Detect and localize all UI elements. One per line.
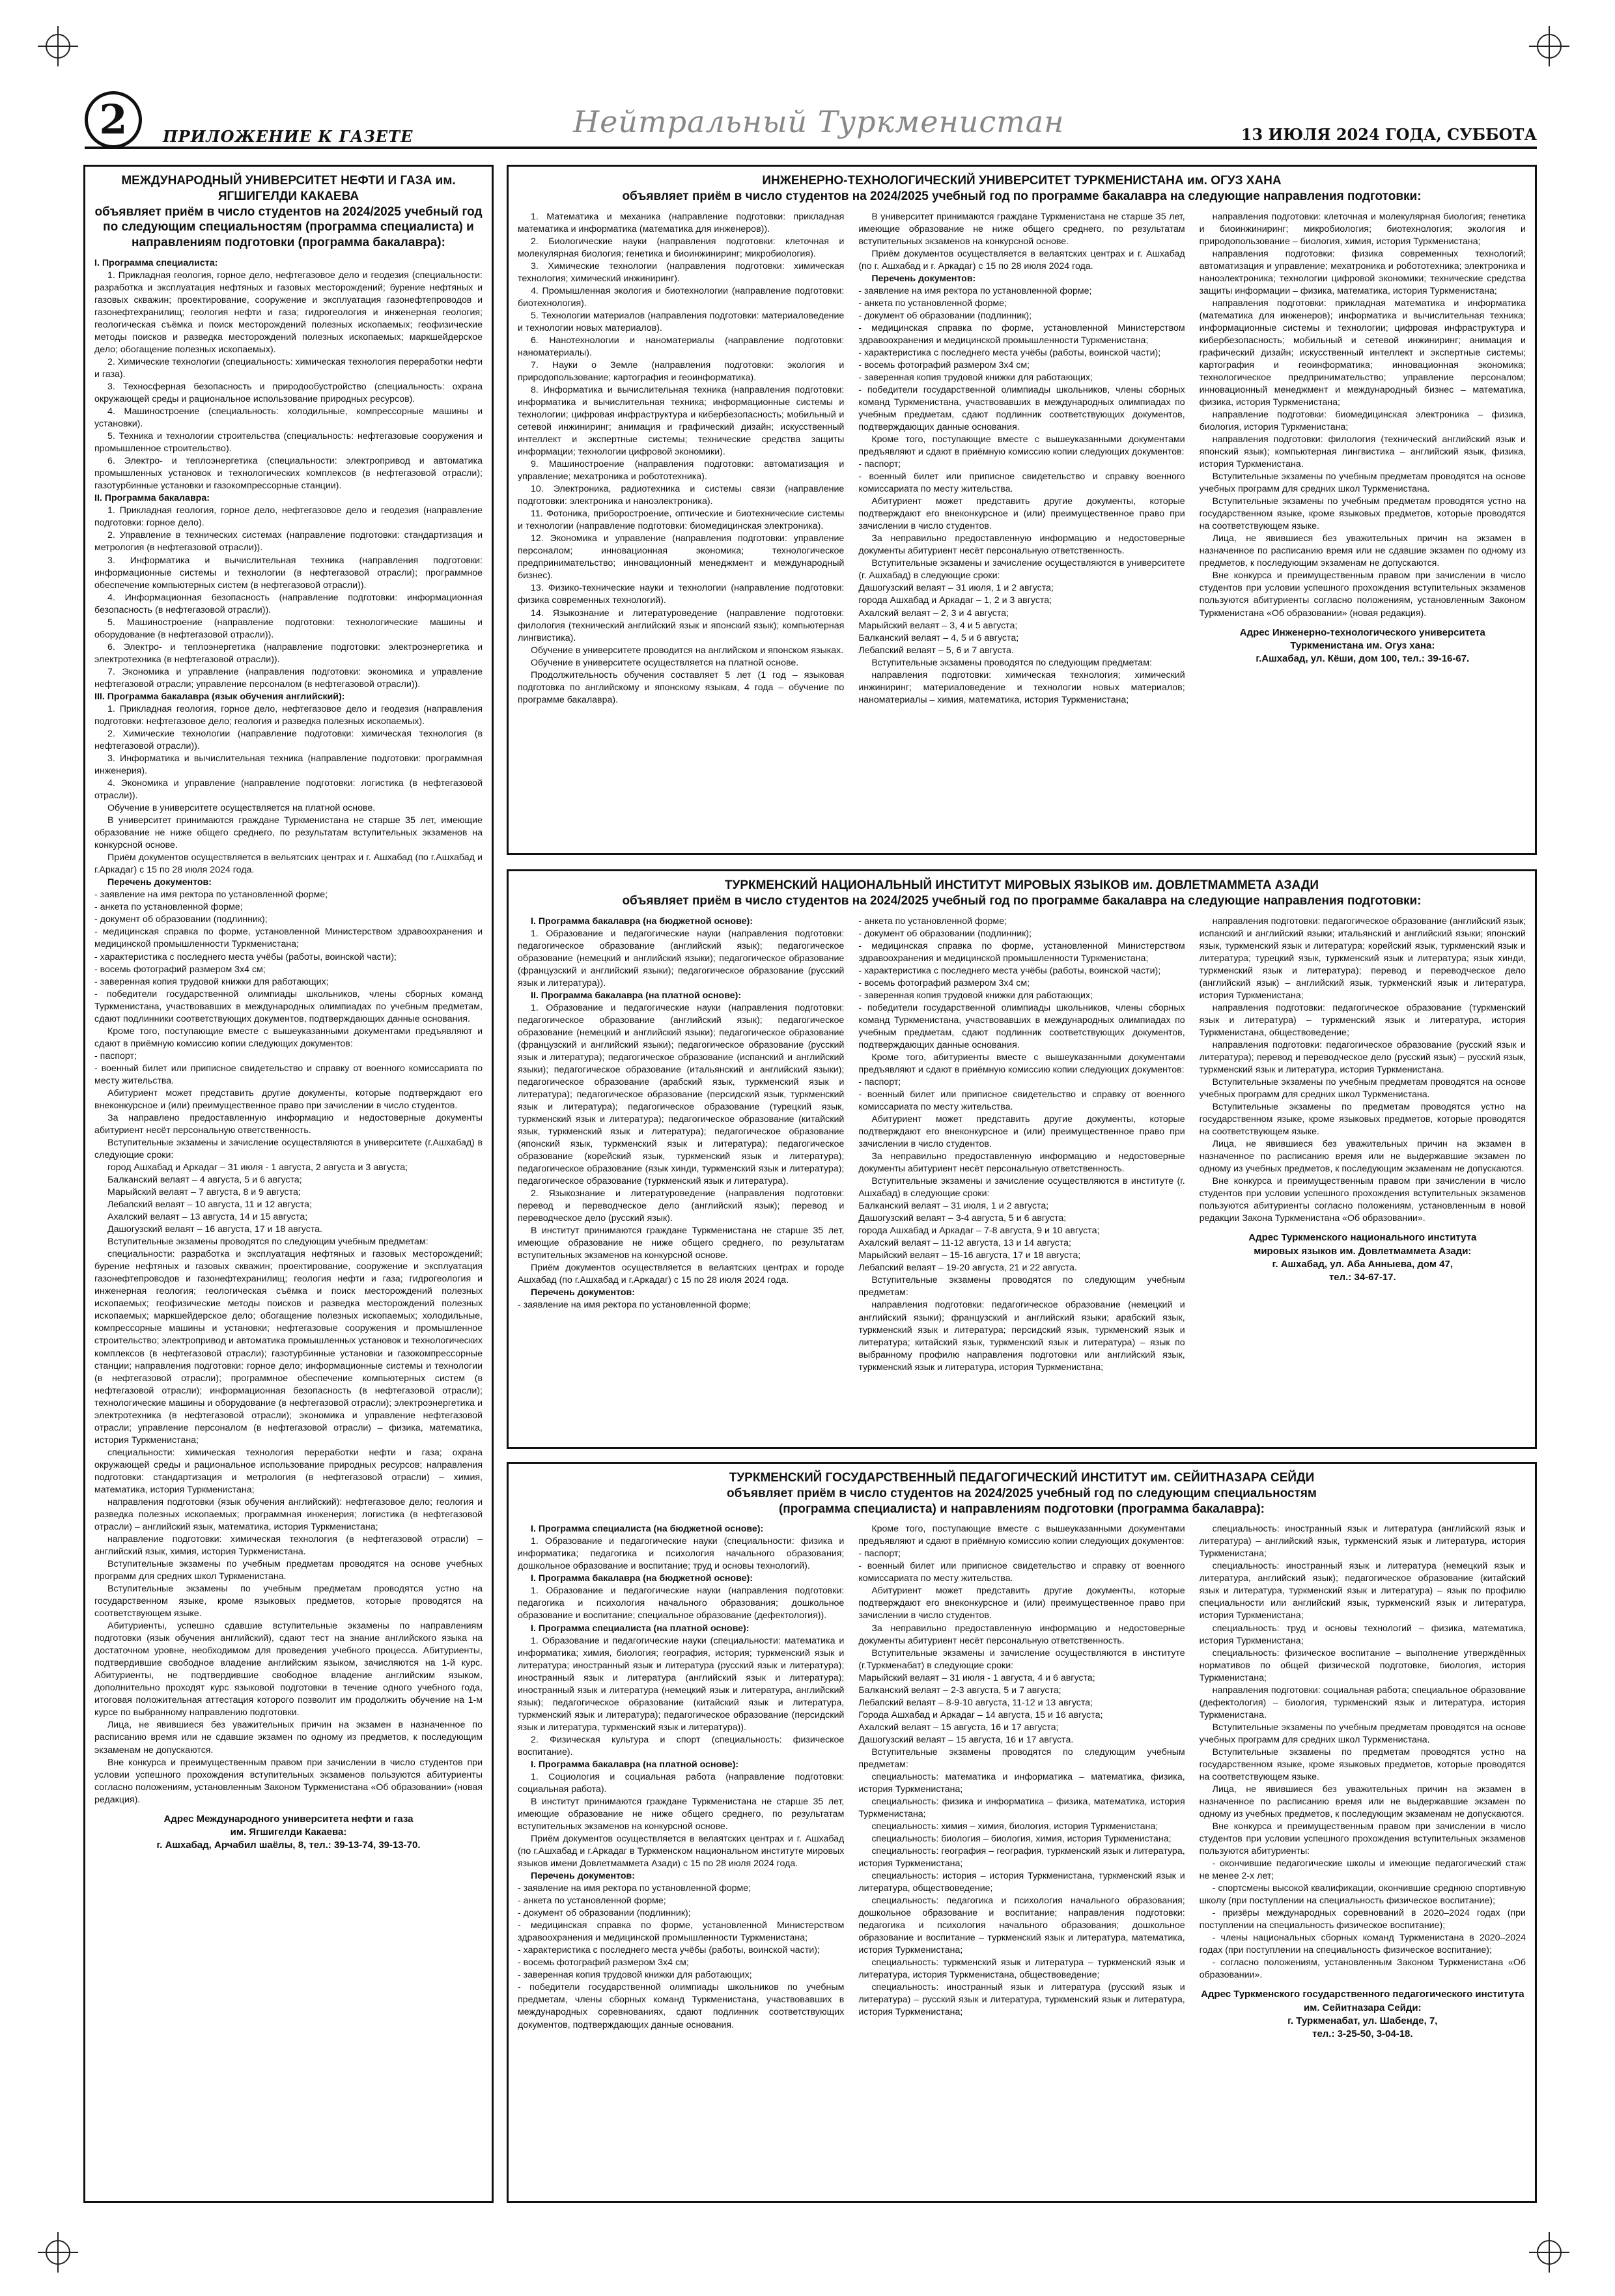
paragraph: - победители государственной олимпиады школьников, члены сборных команд Туркменистана, участвовавших в международных олимпиадах по учебным предметам, сдают подлинник соответствующих документов, подтверждающих данные основания. bbox=[858, 1002, 1185, 1050]
paragraph: - заявление на имя ректора по установленной форме; bbox=[518, 1883, 751, 1894]
paragraph: Приём документов осуществляется в велаятских центрах и городе Ашхабад (по г.Ашхабад и г.Аркадаг) с 15 по 28 июля 2024 года. bbox=[518, 1263, 845, 1286]
paragraph: Лица, не явившиеся без уважительных причин на экзамен в назначенное по расписанию время или не выдержавшие экзамен по одному из учебных предметов, к последующим экзаменам не допускаются. bbox=[1199, 1139, 1526, 1175]
paragraph: Балканский велаят – 31 июля, 1 и 2 августа; bbox=[858, 1201, 1049, 1212]
paragraph: Дашогузский велаят – 31 июля, 1 и 2 августа; bbox=[858, 583, 1054, 594]
paragraph: Лица, не явившиеся без уважительных причин на экзамен в назначенное по расписанию время или не выдержавшие экзамен по одному из учебных предметов, к последующим экзаменам не допускаются. bbox=[1199, 1784, 1526, 1819]
paragraph: - документ об образовании (подлинник); bbox=[858, 310, 1032, 321]
ad-subtitle: объявляет приём в число студентов на 2024/2025 учебный год по программе бакалавра на следующие направления подготовки: bbox=[622, 893, 1422, 908]
paragraph: За направлено предоставленную информацию и недостоверные документы абитуриент несёт персональную ответственность. bbox=[94, 1112, 483, 1136]
paragraph: Дашогузский велаят – 16 августа, 17 и 18 августа. bbox=[107, 1224, 322, 1235]
paragraph: - согласно положениям, установленным Законом Туркменистана «Об образовании». bbox=[1199, 1957, 1526, 1981]
paragraph: - заявление на имя ректора по установленной форме; bbox=[858, 285, 1092, 296]
paragraph: I. Программа бакалавра (на бюджетной основе): bbox=[531, 916, 753, 927]
paragraph: За неправильно предоставленную информацию и недостоверные документы абитуриент несёт персональную ответственность. bbox=[858, 1151, 1185, 1175]
paragraph: 6. Электро- и теплоэнергетика (специальности: электропривод и автоматика промышленных установок и технологических комплексов (в нефтегазовой отрасли); газотурбинные установки и газокомпрессорные станции). bbox=[94, 456, 483, 492]
paragraph: 4. Промышленная экология и биотехнологии (направление подготовки: биотехнология). bbox=[518, 285, 845, 309]
paragraph: города Ашхабад и Аркадаг – 1, 2 и 3 августа; bbox=[858, 595, 1052, 606]
paragraph: - победители государственной олимпиады школьников, члены сборных команд Туркменистана, участвовавших в международных олимпиадах по учебным предметам, сдают подлинники соответствующих документов, подтверждающих данные основания. bbox=[94, 988, 483, 1024]
paragraph: 13. Физико-технические науки и технологии (направление подготовки: физика современных технологий). bbox=[518, 583, 845, 606]
paragraph: направления подготовки: педагогическое образование (немецкий и английский языки); французский и английский языки; арабский язык, туркменский язык и литература; персидский язык, туркменский язык и литература; китайский язык, туркменский язык и литература) – язык по выбранному профилю направления подготовки или английский язык, туркменский язык и литература, история Туркменистана; bbox=[858, 1300, 1185, 1373]
paragraph: направления подготовки: прикладная математика и информатика (математика для инженеров); информатика и вычислительная техника; информационные системы и технологии; цифровая инфраструктура и кибербезопасность; мобильный и сетевой инжиниринг; анимация и графический дизайн; искусственный интеллект и экспертные системы; картография и геоинформатика; инновационная экономика; технологическое предпринимательство; управление персоналом; инновационный менеджмент и международный бизнес – математика, физика, история Туркменистана; bbox=[1199, 298, 1526, 408]
column-2 bbox=[858, 211, 1185, 707]
paragraph: 6. Нанотехнологии и наноматериалы (направление подготовки: наноматериалы). bbox=[518, 335, 845, 358]
paragraph: Перечень документов: bbox=[531, 1871, 635, 1882]
paragraph: Вступительные экзамены по учебным предметам проводятся на основе учебных программ для средних школ Туркменистана. bbox=[1199, 1076, 1526, 1100]
paragraph: город Ашхабад и Аркадаг – 31 июля - 1 августа, 2 августа и 3 августа; bbox=[107, 1162, 408, 1173]
paragraph: За неправильно предоставленную информацию и недостоверные документы абитуриент несёт персональную ответственность. bbox=[858, 533, 1185, 557]
paragraph: - восемь фотографий размером 3x4 см; bbox=[858, 359, 1030, 371]
paragraph: I. Программа специалиста (на платной основе): bbox=[531, 1623, 750, 1634]
paragraph: 7. Науки о Земле (направления подготовки: экология и природопользование; картография и геоинформатика). bbox=[518, 359, 845, 383]
ad-subtitle: объявляет приём в число студентов на 2024/2025 учебный год по программе бакалавра на следующие направления подготовки: bbox=[622, 189, 1422, 203]
paragraph: 1. Математика и механика (направление подготовки: прикладная математика и информатика (математика для инженеров)). bbox=[518, 211, 845, 234]
supplement-label: ПРИЛОЖЕНИЕ К ГАЗЕТЕ bbox=[163, 127, 414, 146]
paragraph: 2. Химические технологии (направление подготовки: химическая технология (в нефтегазовой отрасли)). bbox=[94, 728, 483, 751]
paragraph: направление подготовки: химическая технология (в нефтегазовой отрасли) – английский язык, химия, история Туркменистана. bbox=[94, 1533, 483, 1557]
paragraph: Кроме того, поступающие вместе с вышеуказанными документами предъявляют и сдают в приёмную комиссию копии следующих документов: bbox=[94, 1026, 483, 1049]
paragraph: В университет принимаются граждане Туркменистана не старше 35 лет, имеющие образование не ниже общего среднего, по результатам вступительных экзаменов на конкурсной основе. bbox=[94, 815, 483, 851]
paragraph: 1. Прикладная геология, горное дело, нефтегазовое дело и геодезия (направления подготовки: нефтегазовое дело; геология и разведка полезных ископаемых). bbox=[94, 703, 483, 727]
paragraph: Обучение в университете осуществляется на платной основе. bbox=[531, 657, 799, 668]
paragraph: - восемь фотографий размером 3x4 см; bbox=[94, 964, 266, 975]
address-block: Адрес Туркменского национального института мировых языков им. Довлетмаммета Азади: г. Ашхабад, ул. Аба Анныева, дом 47, тел.: 34-67-17. bbox=[1248, 1232, 1477, 1283]
paragraph: II. Программа бакалавра (на платной основе): bbox=[531, 990, 742, 1001]
paragraph: 5. Технологии материалов (направления подготовки: материаловедение и технологии новых материалов). bbox=[518, 310, 845, 333]
paragraph: Лица, не явившиеся без уважительных причин на экзамен в назначенное по расписанию время или не сдавшие экзамен по одному из предметов, к последующим экзаменам не допускаются. bbox=[94, 1720, 483, 1756]
paragraph: - характеристика с последнего места учёбы (работы, воинской части); bbox=[858, 347, 1161, 358]
paragraph: Вступительные экзамены по учебным предметам проводятся устно на государственном языке, кроме языковых предметов, которые проводятся на соответствующем языке. bbox=[1199, 496, 1526, 532]
paragraph: специальности: химическая технология переработки нефти и газа; охрана окружающей среды и рациональное использование природных ресурсов; направления подготовки: стандартизация и метрология (в нефтегазовой отрасли) – химия, математика, история Туркменистана; bbox=[94, 1447, 483, 1495]
paragraph: - паспорт; bbox=[858, 1548, 901, 1560]
paragraph: направления подготовки: педагогическое образование (туркменский язык и литература) – туркменский язык и литература, история Туркменистана, обществоведение; bbox=[1199, 1002, 1526, 1038]
paragraph: 6. Электро- и теплоэнергетика (направление подготовки: электроэнергетика и электротехника (в нефтегазовой отрасли)). bbox=[94, 641, 483, 665]
paragraph: Абитуриент может представить другие документы, которые подтверждают его внеконкурсное и (или) преимущественное право при зачислении в число студентов. bbox=[858, 1114, 1185, 1150]
paragraph: 1. Социология и социальная работа (направление подготовки: социальная работа). bbox=[518, 1771, 845, 1795]
paragraph: Города Ашхабад и Аркадаг – 14 августа, 15 и 16 августа; bbox=[858, 1709, 1103, 1720]
paragraph: 1. Прикладная геология, горное дело, нефтегазовое дело и геодезия (специальности: разработка и эксплуатация нефтяных и газовых месторождений; бурение нефтяных и газовых скважин; проектирование, сооружение и эксплуатация газонефтепроводов и газонефтехранилищ; геология нефти и газа; гидрогеология и инженерная геология; геологическая съёмка и поиск месторождений полезных ископаемых; геофизические методы поисков и разведка месторождений полезных ископаемых; маркшейдерское дело; обогащение полезных ископаемых). bbox=[94, 270, 483, 355]
paragraph: Вне конкурса и преимущественным правом при зачислении в число студентов при условии успешного прохождения вступительных экзаменов пользуются абитуриенты: bbox=[1199, 1821, 1526, 1857]
paragraph: Перечень документов: bbox=[531, 1287, 635, 1298]
paragraph: 10. Электроника, радиотехника и системы связи (направление подготовки: электроника и наноэлектроника). bbox=[518, 484, 845, 507]
paragraph: города Ашхабад и Аркадаг – 7-8 августа, 9 и 10 августа; bbox=[858, 1225, 1100, 1237]
paragraph: специальность: химия – химия, биология, история Туркменистана; bbox=[871, 1821, 1159, 1832]
paragraph: специальность: история – история Туркменистана, туркменский язык и литература, обществоведение; bbox=[858, 1871, 1185, 1894]
paragraph: специальность: труд и основы технологий – физика, математика, история Туркменистана; bbox=[1199, 1623, 1526, 1646]
paragraph: - паспорт; bbox=[858, 459, 901, 470]
column-1 bbox=[518, 1523, 844, 2041]
paragraph: Вне конкурса и преимущественным правом при зачислении в число студентов при условии успешного прохождения вступительных экзаменов пользуются абитуриенты согласно положениям, установленным Законом Туркменистана «Об образовании» (новая редакция). bbox=[1199, 570, 1526, 619]
paragraph: 4. Машиностроение (специальность: холодильные, компрессорные машины и установки). bbox=[94, 406, 483, 430]
ad-seydi-institute bbox=[507, 1462, 1537, 2203]
paragraph: 2. Языкознание и литературоведение (направления подготовки: перевод и переводческое дело (английский язык); перевод и переводческое дело (русский язык). bbox=[518, 1188, 845, 1224]
address-block: Адрес Международного университета нефти и газа им. Ягшигелди Какаева: г. Ашхабад, Арчабил шаёлы, 8, тел.: 39-13-74, 39-13-70. bbox=[156, 1813, 421, 1851]
paragraph: - заверенная копия трудовой книжки для работающих; bbox=[94, 976, 329, 987]
paragraph: - призёры международных соревнований в 2020–2024 годах (при поступлении на специальность физическое воспитание); bbox=[1199, 1908, 1526, 1931]
paragraph: Балканский велаят – 4 августа, 5 и 6 августа; bbox=[107, 1175, 302, 1186]
paragraph: В университет принимаются граждане Туркменистана не старше 35 лет, имеющие образование не ниже общего среднего, по результатам вступительных экзаменов на конкурсной основе. bbox=[858, 211, 1185, 247]
newspaper-title: Нейтральный Туркменистан bbox=[573, 104, 1065, 139]
paragraph: - характеристика с последнего места учёбы (работы, воинской части); bbox=[518, 1945, 820, 1956]
paragraph: - заверенная копия трудовой книжки для работающих; bbox=[518, 1970, 752, 1981]
paragraph: - документ об образовании (подлинник); bbox=[518, 1908, 691, 1919]
paragraph: Кроме того, поступающие вместе с вышеуказанными документами предъявляют и сдают в приёмную комиссию копии следующих документов: bbox=[858, 1524, 1185, 1547]
issue-date: 13 ИЮЛЯ 2024 ГОДА, СУББОТА bbox=[1241, 125, 1537, 144]
paragraph: Вступительные экзамены и зачисление осуществляются в университете (г. Ашхабад) в следующие сроки: bbox=[858, 558, 1185, 581]
paragraph: - восемь фотографий размером 3x4 см; bbox=[518, 1957, 689, 1968]
paragraph: специальность: биология – биология, химия, история Туркменистана; bbox=[871, 1834, 1172, 1845]
paragraph: I. Программа специалиста: bbox=[94, 257, 218, 268]
paragraph: - военный билет или приписное свидетельство и справку от военного комиссариата по месту жительства. bbox=[858, 1089, 1185, 1112]
paragraph: Вступительные экзамены проводятся по следующим учебным предметам: bbox=[107, 1237, 428, 1248]
ad-azadi-institute bbox=[507, 869, 1537, 1449]
paragraph: - восемь фотографий размером 3x4 см; bbox=[858, 977, 1030, 988]
paragraph: Приём документов осуществляется в вельятских центрах и г. Ашхабад (по г.Ашхабад и г.Аркадаг) с 15 по 28 июля 2024 года. bbox=[94, 852, 483, 876]
paragraph: Вступительные экзамены проводятся по следующим учебным предметам: bbox=[858, 1746, 1185, 1770]
paragraph: Вступительные экзамены и зачисление осуществляются в университете (г.Ашхабад) в следующие сроки: bbox=[94, 1137, 483, 1160]
paragraph: Вступительные экзамены по учебным предметам проводятся на основе учебных программ для средних школ Туркменистана. bbox=[1199, 1722, 1526, 1745]
paragraph: направления подготовки (язык обучения английский): нефтегазовое дело; геология и разведка полезных ископаемых; программная инженерия; логистика (в нефтегазовой отрасли) – английский язык, математика, история Туркменистана; bbox=[94, 1496, 483, 1532]
paragraph: Вступительные экзамены по предметам проводятся устно на государственном языке, кроме языковых предметов, которые проводятся на соответствующем языке. bbox=[1199, 1746, 1526, 1782]
paragraph: направления подготовки: физика современных технологий; автоматизация и управление; мехатроника и робототехника; электроника и наноэлектроника; технологии цифровой экономики; технические средства защиты информации – физика, математика, история Туркменистана; bbox=[1199, 248, 1526, 296]
paragraph: 5. Техника и технологии строительства (специальность: нефтегазовые сооружения и промышленное строительство). bbox=[94, 431, 483, 455]
paragraph: - заверенная копия трудовой книжки для работающих; bbox=[858, 990, 1093, 1001]
ad-title: МЕЖДУНАРОДНЫЙ УНИВЕРСИТЕТ НЕФТИ И ГАЗА им. ЯГШИГЕЛДИ КАКАЕВА объявляет приём в число студентов на 2024/2025 учебный год по следующим специальностям (программа специалиста) и направлениям подготовки (программа бакалавра): bbox=[94, 174, 483, 249]
paragraph: Дашогузский велаят – 15 августа, 16 и 17 августа. bbox=[858, 1734, 1074, 1745]
paragraph: специальность: физическое воспитание – выполнение утверждённых нормативов по общей физической подготовке, биология, история Туркменистана; bbox=[1199, 1647, 1526, 1683]
paragraph: Вступительные экзамены по предметам проводятся устно на государственном языке, кроме языковых предметов, которые проводятся на соответствующем языке. bbox=[1199, 1101, 1526, 1138]
paragraph: - паспорт; bbox=[94, 1050, 137, 1061]
paragraph: специальность: география – география, туркменский язык и литература, история Туркменистана; bbox=[858, 1846, 1185, 1869]
paragraph: Абитуриенты, успешно сдавшие вступительные экзамены по направлениям подготовки (язык обучения английский), сдают тест на знание английского языка на достаточном уровне, необходимом для проведения учебного процесса. Абитуриенты, подтвердившие свободное владение английским языком, зачисляются на 1-й курс. Абитуриенты, не подтвердившие свободное владение английским языком, дополнительно проходят курс языковой подготовки в течение одного учебного года, итоговая положительная аттестация которого позволит им продолжить обучение на 1-м курсе по выбранному направлению подготовки. bbox=[94, 1621, 483, 1718]
paragraph: направления подготовки: химическая технология; химический инжиниринг; материаловедение и технологии новых материалов; наноматериалы – химия, математика, история Туркменистана; bbox=[858, 669, 1185, 705]
paragraph: 5. Машиностроение (направление подготовки: технологические машины и оборудование (в нефтегазовой отрасли)). bbox=[94, 617, 483, 640]
paragraph: Кроме того, абитуриенты вместе с вышеуказанными документами предъявляют и сдают в приёмную комиссию копии следующих документов: bbox=[858, 1052, 1185, 1075]
ad-subtitle: объявляет приём в число студентов на 2024/2025 учебный год по следующим специальностям (программа специалиста) и направлениям подготовки (программа бакалавра): bbox=[727, 1486, 1317, 1516]
paragraph: направление подготовки: биомедицинская электроника – физика, биология, история Туркменистана; bbox=[1199, 410, 1526, 433]
paragraph: Вступительные экзамены по учебным предметам проводятся на основе учебных программ для средних школ Туркменистана. bbox=[94, 1559, 483, 1582]
paragraph: I. Программа бакалавра (на бюджетной основе): bbox=[531, 1573, 753, 1584]
registration-mark-top-right bbox=[1537, 34, 1562, 59]
paragraph: В институт принимаются граждане Туркменистана не старше 35 лет, имеющие образование не ниже общего среднего, по результатам вступительных экзаменов на конкурсной основе. bbox=[518, 1796, 845, 1832]
paragraph: - члены национальных сборных команд Туркменистана в 2020–2024 годах (при поступлении на специальность физическое воспитание); bbox=[1199, 1933, 1526, 1956]
paragraph: Обучение в университете проводится на английском и японском языках. bbox=[531, 645, 844, 656]
paragraph: 3. Информатика и вычислительная техника (направление подготовки: программная инженерия). bbox=[94, 753, 483, 777]
registration-mark-bottom-left bbox=[46, 2240, 70, 2265]
paragraph: - спортсмены высокой квалификации, окончившие среднюю спортивную школу (при поступлении на специальность физическое воспитание); bbox=[1199, 1883, 1526, 1907]
paragraph: специальность: туркменский язык и литература – туркменский язык и литература, история Туркменистана, обществоведение; bbox=[858, 1957, 1185, 1981]
paragraph: 1. Образование и педагогические науки (направления подготовки: педагогическое образование (английский язык); педагогическое образование (немецкий и английский языки); педагогическое образование (французский и английский языки); педагогическое образование (русский язык и литература); педагогическое образование (испанский и английский языки); педагогическое образование (итальянский и английский языки); педагогическое образование (арабский язык, туркменский язык и литература); педагогическое образование (персидский язык, туркменский язык и литература); педагогическое образование (турецкий язык, туркменский язык и литература); педагогическое образование (китайский язык, туркменский язык и литература); педагогическое образование (японский язык, туркменский язык и литература); педагогическое образование (корейский язык, туркменский язык и литература); педагогическое образование (язык хинди, туркменский язык и литература); педагогическое образование (туркменский язык и литература). bbox=[518, 1002, 845, 1187]
paragraph: специальность: иностранный язык и литература (английский язык и литература) – английский язык, туркменский язык и литература, история Туркменистана; bbox=[1199, 1524, 1526, 1560]
paragraph: - военный билет или приписное свидетельство и справку военного комиссариата по месту жительства. bbox=[858, 471, 1185, 495]
paragraph: Перечень документов: bbox=[871, 273, 976, 284]
paragraph: специальность: иностранный язык и литература (русский язык и литература) – русский язык и литература, туркменский язык и литература, история Туркменистана; bbox=[858, 1982, 1185, 2018]
paragraph: направления подготовки: клеточная и молекулярная биология; генетика и биоинжиниринг; микробиология; биотехнология; экология и природопользование – биология, химия, история Туркменистана; bbox=[1199, 211, 1526, 247]
paragraph: - победители государственной олимпиады школьников по учебным предметам, члены сборных команд Туркменистана, участвовавших в международных соревнованиях, сдают подлинник соответствующих документов, подтверждающих данные основания. bbox=[518, 1982, 845, 2030]
paragraph: - анкета по установленной форме; bbox=[94, 902, 243, 913]
paragraph: Лебапский велаят – 10 августа, 11 и 12 августа; bbox=[107, 1199, 312, 1211]
ad-oguz-han-university bbox=[507, 165, 1537, 855]
paragraph: 14. Языкознание и литературоведение (направление подготовки: филология (технический английский язык и японский язык); компьютерная лингвистика). bbox=[518, 608, 845, 643]
paragraph: Лица, не явившиеся без уважительных причин на экзамен в назначенное по расписанию время или не сдавшие экзамен по одному из предметов, к последующим экзаменам не допускаются. bbox=[1199, 533, 1526, 569]
paragraph: Марыйский велаят – 7 августа, 8 и 9 августа; bbox=[107, 1187, 301, 1198]
paragraph: Вступительные экзамены и зачисление осуществляются в институте (г. Ашхабад) в следующие сроки: bbox=[858, 1176, 1185, 1199]
paragraph: Ахалский велаят – 13 августа, 14 и 15 августа; bbox=[107, 1212, 308, 1223]
registration-mark-bottom-right bbox=[1537, 2240, 1562, 2265]
paragraph: Приём документов осуществляется в велаятских центрах и г. Ашхабад (по г. Ашхабад и г. Аркадаг) с 15 по 28 июля 2024 года. bbox=[858, 248, 1185, 272]
paragraph: - заявление на имя ректора по установленной форме; bbox=[94, 889, 328, 901]
paragraph: направления подготовки: педагогическое образование (английский язык; испанский и английский языки; итальянский и английский языки; японский язык, туркменский язык и литература; корейский язык, туркменский язык и литература; турецкий язык, туркменский язык и литература; язык хинди, туркменский язык и литература); перевод и переводческое дело (английский язык) – английский язык, туркменский язык и литература, история Туркменистана; bbox=[1199, 916, 1526, 1001]
ad-title: ТУРКМЕНСКИЙ НАЦИОНАЛЬНЫЙ ИНСТИТУТ МИРОВЫХ ЯЗЫКОВ им. ДОВЛЕТМАММЕТА АЗАДИ bbox=[724, 878, 1319, 892]
column-3 bbox=[1200, 1523, 1526, 2041]
paragraph: - военный билет или приписное свидетельство и справку от военного комиссариата по месту жительства. bbox=[94, 1063, 483, 1086]
paragraph: - медицинская справка по форме, установленной Министерством здравоохранения и медицинской промышленности Туркменистана; bbox=[858, 322, 1185, 346]
paragraph: - медицинская справка по форме, установленной Министерством здравоохранения и медицинской промышленности Туркменистана; bbox=[858, 940, 1185, 964]
paragraph: направления подготовки: филология (технический английский язык и японский язык); компьютерная лингвистика – английский язык, физика, история Туркменистана. bbox=[1199, 434, 1526, 470]
paragraph: Вне конкурса и преимущественным правом при зачислении в число студентов при условии успешного прохождения вступительных экзаменов пользуются абитуриенты согласно положениям, установленным в новой редакции Закона Туркменистана «Об образовании». bbox=[1199, 1176, 1526, 1224]
paragraph: Приём документов осуществляется в велаятских центрах и г. Ашхабад (по г.Ашхабад и г.Аркадаг в Туркменском национальном институте мировых языков имени Довлетмаммета Азади) с 15 по 28 июля 2024 года. bbox=[518, 1834, 845, 1869]
paragraph: За неправильно предоставленную информацию и недостоверные документы абитуриент несёт персональную ответственность. bbox=[858, 1623, 1185, 1646]
paragraph: 1. Образование и педагогические науки (направления подготовки: педагогика и психология начального образования; дошкольное образование и воспитание; специальное образование (дефектология)). bbox=[518, 1586, 845, 1621]
column-1 bbox=[518, 211, 844, 707]
paragraph: - заверенная копия трудовой книжки для работающих; bbox=[858, 372, 1093, 383]
paragraph: Вступительные экзамены проводятся по следующим предметам: bbox=[871, 657, 1152, 668]
column-2 bbox=[858, 916, 1185, 1374]
paragraph: Вступительные экзамены по учебным предметам проводятся на основе учебных программ для средних школ Туркменистана. bbox=[1199, 471, 1526, 495]
paragraph: Балканский велаят – 4, 5 и 6 августа; bbox=[858, 632, 1019, 643]
paragraph: 12. Экономика и управление (направления подготовки: управление персоналом; инновационная экономика; технологическое предпринимательство; инновационный менеджмент и международный бизнес). bbox=[518, 533, 845, 581]
paragraph: Лебапский велаят – 5, 6 и 7 августа. bbox=[858, 645, 1014, 656]
paragraph: 3. Химические технологии (направления подготовки: химическая технология; химический инжиниринг). bbox=[518, 260, 845, 284]
ad-oil-gas-university bbox=[83, 165, 494, 2203]
paragraph: 2. Управление в технических системах (направление подготовки: стандартизация и метрология (в нефтегазовой отрасли)). bbox=[94, 530, 483, 553]
paragraph: 9. Машиностроение (направления подготовки: автоматизация и управление; мехатроника и робототехника). bbox=[518, 459, 845, 483]
paragraph: - анкета по установленной форме; bbox=[858, 916, 1007, 927]
paragraph: Вступительные экзамены проводятся по следующим учебным предметам: bbox=[858, 1275, 1185, 1298]
address-block: Адрес Инженерно-технологического университета Туркменистана им. Огуз хана: г.Ашхабад, ул. Кёши, дом 100, тел.: 39-16-67. bbox=[1239, 626, 1485, 665]
ad-title: ТУРКМЕНСКИЙ ГОСУДАРСТВЕННЫЙ ПЕДАГОГИЧЕСКИЙ ИНСТИТУТ им. СЕЙИТНАЗАРА СЕЙДИ bbox=[729, 1471, 1315, 1485]
paragraph: Лебапский велаят – 8-9-10 августа, 11-12 и 13 августа; bbox=[858, 1697, 1093, 1708]
paragraph: специальность: педагогика и психология начального образования; дошкольное образование и воспитание; направления подготовки: педагогика и психология начального образования; дошкольное образование и воспитание – туркменский язык и литература, математика, история Туркменистана; bbox=[858, 1896, 1185, 1956]
paragraph: Абитуриент может представить другие документы, которые подтверждают его внеконкурсное и (или) преимущественное право при зачислении в число студентов. bbox=[858, 496, 1185, 532]
paragraph: II. Программа бакалавра: bbox=[94, 493, 210, 504]
paragraph: 4. Экономика и управление (направление подготовки: логистика (в нефтегазовой отрасли)). bbox=[94, 778, 483, 802]
paragraph: В институт принимаются граждане Туркменистана не старше 35 лет, имеющие образование не ниже общего среднего, по результатам вступительных экзаменов на конкурсной основе. bbox=[518, 1225, 845, 1261]
paragraph: - медицинская справка по форме, установленной Министерством здравоохранения и медицинской промышленности Туркменистана; bbox=[518, 1920, 845, 1944]
column-3 bbox=[1200, 916, 1526, 1374]
paragraph: - окончившие педагогические школы и имеющие педагогический стаж не менее 2-х лет; bbox=[1199, 1858, 1526, 1882]
paragraph: Балканский велаят – 2-3 августа, 5 и 7 августа; bbox=[858, 1685, 1061, 1696]
column-1 bbox=[518, 916, 844, 1374]
paragraph: 1. Образование и педагогические науки (специальности: математика и информатика; химия, биология; география, история; туркменский язык и литература; иностранный язык и литература (русский язык и литература); иностранный язык и литература (английский язык и литература); иностранный язык и литература (немецкий язык и литература, английский язык); педагогическое образование (китайский язык и литература, туркменский язык и литература); педагогическое образование (персидский язык и литература, туркменский язык и литература)). bbox=[518, 1635, 845, 1733]
column-2 bbox=[858, 1523, 1185, 2041]
paragraph: Кроме того, поступающие вместе с вышеуказанными документами предъявляют и сдают в приёмную комиссию копии следующих документов: bbox=[858, 434, 1185, 458]
paragraph: Марыйский велаят – 15-16 августа, 17 и 18 августа; bbox=[858, 1250, 1081, 1261]
paragraph: III. Программа бакалавра (язык обучения английский): bbox=[94, 691, 345, 702]
header-rule bbox=[85, 147, 1537, 149]
paragraph: - паспорт; bbox=[858, 1076, 901, 1087]
paragraph: Ахалский велаят – 11-12 августа, 13 и 14 августа; bbox=[858, 1238, 1071, 1249]
paragraph: Дашогузский велаят – 3-4 августа, 5 и 6 августа; bbox=[858, 1213, 1067, 1224]
page-number: 2 bbox=[85, 91, 142, 148]
paragraph: 3. Информатика и вычислительная техника (направления подготовки: информационные системы и технологии (в нефтегазовой отрасли); программное обеспечение компьютерных систем (в нефтегазовой отрасли)). bbox=[94, 555, 483, 591]
paragraph: 1. Образование и педагогические науки (направления подготовки: педагогическое образование (английский язык); педагогическое образование (немецкий и английский языки); педагогическое образование (французский и английский языки); педагогическое образование (русский язык и литература)). bbox=[518, 928, 845, 988]
paragraph: Абитуриент может представить другие документы, которые подтверждают его внеконкурсное и (или) преимущественное право при зачислении в число студентов. bbox=[858, 1586, 1185, 1621]
paragraph: - анкета по установленной форме; bbox=[518, 1896, 666, 1907]
paragraph: 2. Химические технологии (специальность: химическая технология переработки нефти и газа). bbox=[94, 357, 483, 380]
paragraph: Ахалский велаят – 2, 3 и 4 августа; bbox=[858, 608, 1009, 619]
paragraph: - заявление на имя ректора по установленной форме; bbox=[518, 1300, 751, 1311]
paragraph: Лебапский велаят – 19-20 августа, 21 и 22 августа. bbox=[858, 1263, 1077, 1274]
paragraph: 1. Прикладная геология, горное дело, нефтегазовое дело и геодезия (направление подготовки: горное дело). bbox=[94, 505, 483, 529]
address-block: Адрес Туркменского государственного педагогического института им. Сейитназара Сейди: г. Туркменабат, ул. Шабенде, 7, тел.: 3-25-50, 3-04-18. bbox=[1201, 1989, 1524, 2040]
paragraph: направления подготовки: социальная работа; специальное образование (дефектология) – биология, туркменский язык и литература, история Туркменистана. bbox=[1199, 1685, 1526, 1720]
paragraph: направления подготовки: педагогическое образование (русский язык и литература); перевод и переводческое дело (русский язык) – русский язык, туркменский язык и литература, история Туркменистана. bbox=[1199, 1039, 1526, 1075]
paragraph: специальность: физика и информатика – физика, математика, история Туркменистана; bbox=[858, 1796, 1185, 1819]
paragraph: Абитуриент может представить другие документы, которые подтверждают его внеконкурсное и (или) преимущественное право при зачислении в число студентов. bbox=[94, 1087, 483, 1111]
ad-title: ИНЖЕНЕРНО-ТЕХНОЛОГИЧЕСКИЙ УНИВЕРСИТЕТ ТУРКМЕНИСТАНА им. ОГУЗ ХАНА bbox=[762, 174, 1282, 188]
registration-mark-top-left bbox=[46, 34, 70, 59]
paragraph: Продолжительность обучения составляет 5 лет (1 год – языковая подготовка по английскому и японскому языкам, 4 года – обучение по программе бакалавра). bbox=[518, 669, 845, 705]
paragraph: 2. Биологические науки (направления подготовки: клеточная и молекулярная биология; генетика и биоинжиниринг; микробиология). bbox=[518, 236, 845, 259]
paragraph: Перечень документов: bbox=[107, 877, 212, 888]
paragraph: - характеристика с последнего места учёбы (работы, воинской части); bbox=[94, 951, 397, 962]
paragraph: Вступительные экзамены по учебным предметам проводятся устно на государственном языке, кроме языковых предметов, которые проводятся на соответствующем языке. bbox=[94, 1584, 483, 1619]
column-3 bbox=[1200, 211, 1526, 707]
paragraph: 7. Экономика и управление (направления подготовки: экономика и управление нефтегазовой отрасли; управление персоналом (в нефтегазовой отрасли)). bbox=[94, 666, 483, 690]
paragraph: 2. Физическая культура и спорт (специальность: физическое воспитание). bbox=[518, 1734, 845, 1757]
paragraph: Вступительные экзамены и зачисление осуществляются в институте (г.Туркменабат) в следующие сроки: bbox=[858, 1647, 1185, 1671]
paragraph: 11. Фотоника, приборостроение, оптические и биотехнические системы и технологии (направление подготовки: биомедицинская электроника). bbox=[518, 509, 845, 532]
paragraph: - характеристика с последнего места учёбы (работы, воинской части); bbox=[858, 965, 1161, 976]
paragraph: 4. Информационная безопасность (направление подготовки: информационная безопасность (в нефтегазовой отрасли)). bbox=[94, 592, 483, 615]
paragraph: специальность: иностранный язык и литература (немецкий язык и литература, английский язык); педагогическое образование (китайский язык и литература, туркменский язык и литература) – язык по профилю специальности или английский язык, туркменский язык и литература, история Туркменистана; bbox=[1199, 1561, 1526, 1621]
paragraph: Вне конкурса и преимущественным правом при зачислении в число студентов при условии успешного прохождения вступительных экзаменов пользуются абитуриенты согласно положениям, установленным Законом Туркменистана «Об образовании» (новая редакция). bbox=[94, 1757, 483, 1805]
paragraph: - военный билет или приписное свидетельство и справку от военного комиссариата по месту жительства. bbox=[858, 1561, 1185, 1584]
paragraph: - документ об образовании (подлинник); bbox=[94, 914, 268, 925]
paragraph: I. Программа специалиста (на бюджетной основе): bbox=[531, 1524, 764, 1535]
paragraph: Обучение в университете осуществляется на платной основе. bbox=[107, 803, 376, 814]
paragraph: 8. Информатика и вычислительная техника (направления подготовки: информатика и вычислительная техника; информационные системы и технологии; цифровая инфраструктура и кибербезопасность; мобильный и сетевой инжиниринг; анимация и графический дизайн; искусственный интеллект и экспертные системы; технические средства защиты информации; технологии цифровой экономики). bbox=[518, 384, 845, 458]
paragraph: - медицинская справка по форме, установленной Министерством здравоохранения и медицинской промышленности Туркменистана; bbox=[94, 927, 483, 950]
paragraph: I. Программа бакалавра (на платной основе): bbox=[531, 1759, 739, 1770]
paragraph: - анкета по установленной форме; bbox=[858, 298, 1007, 309]
paragraph: 1. Образование и педагогические науки (специальности: физика и информатика; педагогика и психология начального образования; дошкольное образование и воспитание; труд и основы технологий). bbox=[518, 1536, 845, 1572]
paragraph: специальности: разработка и эксплуатация нефтяных и газовых месторождений; бурение нефтяных и газовых скважин; проектирование, сооружение и эксплуатация газонефтепроводов и газонефтехранилищ; геология нефти и газа; гидрогеология и инженерная геология; геологическая съёмка и поиск месторождений полезных ископаемых; геофизические методы поисков и разведка месторождений полезных ископаемых; маркшейдерское дело; обогащение полезных ископаемых; холодильные, компрессорные машины и установки; нефтегазовые сооружения и промышленное строительство; электропривод и автоматика промышленных установок и технологических комплексов (в нефтегазовой отрасли); газотурбинные установки и газокомпрессорные станции; направления подготовки: горное дело; информационные системы и технологии (в нефтегазовой отрасли); программное обеспечение компьютерных систем (в нефтегазовой отрасли); информационная безопасность (в нефтегазовой отрасли); технологические машины и оборудование (в нефтегазовой отрасли); электроэнергетика и электротехника (в нефтегазовой отрасли); экономика и управление нефтегазовой отрасли; управление персоналом (в нефтегазовой отрасли) – физика, математика, история Туркменистана; bbox=[94, 1249, 483, 1446]
paragraph: Марыйский велаят – 3, 4 и 5 августа; bbox=[858, 620, 1018, 631]
paragraph: Марыйский велаят – 31 июля - 1 августа, 4 и 6 августа; bbox=[858, 1672, 1095, 1683]
paragraph: 3. Техносферная безопасность и природообустройство (специальность: охрана окружающей среды и рациональное использование природных ресурсов). bbox=[94, 382, 483, 405]
paragraph: - документ об образовании (подлинник); bbox=[858, 928, 1032, 939]
paragraph: Ахалский велаят – 15 августа, 16 и 17 августа; bbox=[858, 1722, 1059, 1733]
paragraph: - победители государственной олимпиады школьников, члены сборных команд Туркменистана, участвовавших в международных олимпиадах по учебным предметам, сдают подлинник соответствующих документов, подтверждающих данные основания. bbox=[858, 384, 1185, 433]
paragraph: специальность: математика и информатика – математика, физика, история Туркменистана; bbox=[858, 1771, 1185, 1795]
